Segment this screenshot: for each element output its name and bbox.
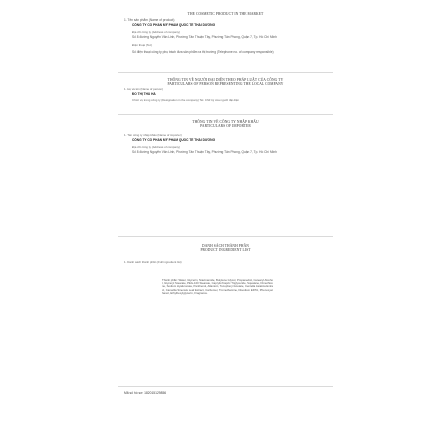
tel-label: Điện thoại (Tel.) bbox=[132, 43, 153, 47]
section-title: THÔNG TIN VỀ NGƯỜI ĐẠI DIỆN THEO PHÁP LUẬT CỦA CÔNG TY bbox=[167, 78, 284, 82]
address-label: Địa chỉ công ty (Address of company) bbox=[132, 145, 181, 149]
section-importer bbox=[118, 120, 333, 154]
section-title: THE COSMETIC PRODUCT IN THE MARKET bbox=[187, 12, 264, 16]
item-label-1: 1. Tên công ty nhập khẩu (Name of importer) bbox=[124, 133, 182, 137]
item-label-1: 1. Tên sản phẩm (Name of product) bbox=[124, 18, 175, 23]
section-subtitle: PARTICULARS OF IMPORTER bbox=[200, 124, 251, 129]
divider bbox=[118, 114, 333, 115]
representative-name: ĐỖ THỊ THU HÀ bbox=[132, 91, 156, 96]
company-name: CÔNG TY CỔ PHẦN MỸ PHẨM QUỐC TẾ THÁI DƯƠNG bbox=[132, 22, 216, 27]
importer-name: CÔNG TY CỔ PHẦN MỸ PHẨM QUỐC TẾ THÁI DƯƠNG bbox=[132, 137, 216, 142]
record-number-label: Mã số hồ sơ: bbox=[124, 391, 144, 395]
section-title: DANH SÁCH THÀNH PHẦN bbox=[202, 244, 249, 248]
item-label-1: 1. Họ và tên (Name of person) bbox=[124, 87, 163, 91]
section-subtitle: PRODUCT INGREDIENT LIST bbox=[200, 248, 251, 253]
address-value: Số 8 đường Nguyễn Văn Linh, Phường Tân Thuận Tây, Phường Tân Phong, Quận 7, Tp. Hồ Chí Minh bbox=[132, 149, 277, 154]
address-value: Số 8 đường Nguyễn Văn Linh, Phường Tân Thuận Tây, Phường Tân Phong, Quận 7, Tp. Hồ Chí Minh bbox=[132, 34, 277, 39]
section-product bbox=[118, 12, 333, 54]
divider bbox=[118, 386, 333, 387]
ingredients-list: Thành phần: Water, Glycerin, Niacinamide, Butylene Glycol, Propanediol, Cetearyl Alcohol, Glyceryl Stearate, PEG-100 Stearate, Caprylic/Capric Triglyceride, Squalane, Dimethicone, Sodium Hyaluronate, Panthenol, Allantoin, Tocopheryl Acetate, Centella Asiatica Extract, Camellia Sinensis Leaf Extract, Carbomer, Tromethamine, Disodium EDTA, Phenoxyethanol, Ethylhexylglycerin, Fragrance. bbox=[162, 277, 274, 296]
divider bbox=[118, 72, 333, 73]
tel-value: Số điện thoại công ty phụ trách đưa sản phẩm ra thị trường (Telephone no. of company responsible) bbox=[132, 49, 274, 54]
section-ingredients bbox=[118, 244, 333, 296]
record-number bbox=[124, 391, 339, 395]
address-label: Địa chỉ công ty (Address of company) bbox=[132, 30, 181, 34]
record-number-value: 182015129856 bbox=[144, 391, 167, 395]
section-title: THÔNG TIN VỀ CÔNG TY NHẬP KHẨU bbox=[192, 120, 259, 124]
section-representative bbox=[118, 78, 333, 103]
item-label-1: 1. Danh sách thành phần (Full ingredient list) bbox=[124, 260, 182, 264]
section-subtitle: PARTICULARS OF PERSON REPRESENTING THE LOCAL COMPANY bbox=[167, 82, 284, 87]
designation-label: Chức vụ trong công ty (Designation in the company) Tel. Chữ ký của người đại diện bbox=[132, 98, 240, 102]
divider bbox=[118, 236, 333, 237]
